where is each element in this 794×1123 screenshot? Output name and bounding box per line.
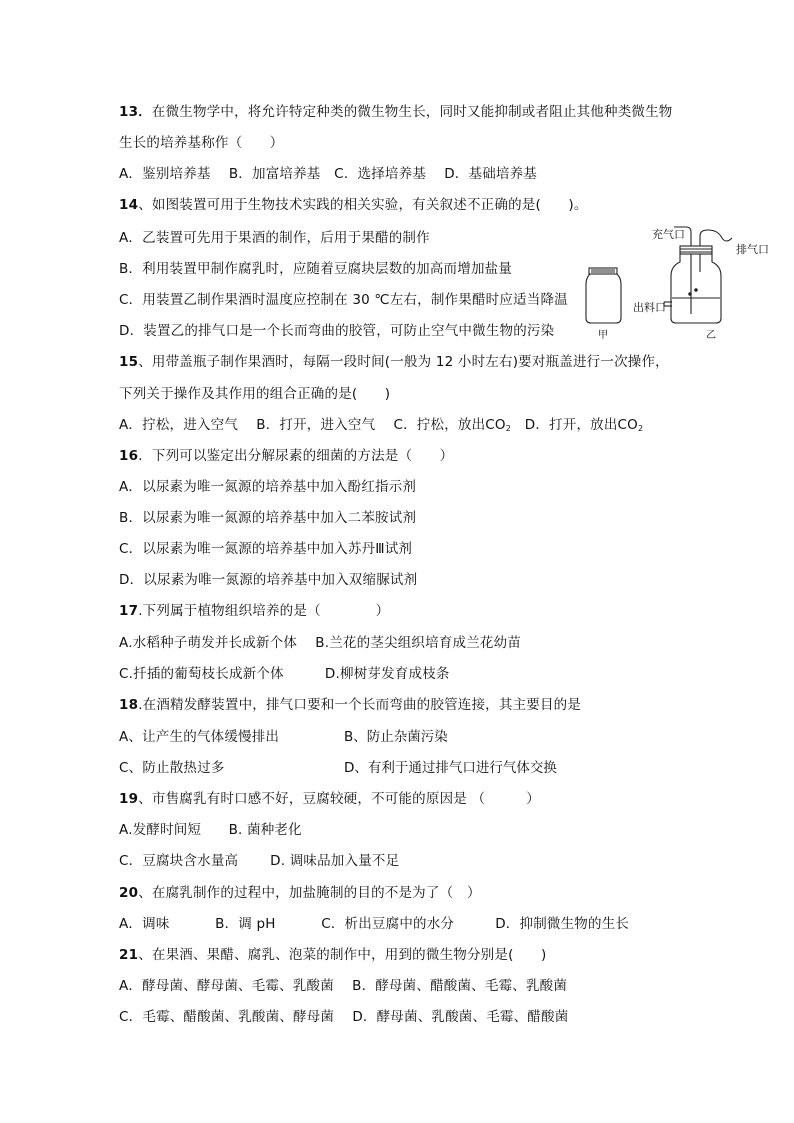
q20-options: A．调味 B．调 pH C．析出豆腐中的水分 D．抑制微生物的生长 bbox=[119, 916, 630, 932]
q18-option-d: D、有利于通过排气口进行气体交换 bbox=[344, 760, 557, 776]
q19-stem bbox=[119, 790, 540, 808]
label-outlet: 排气口 bbox=[736, 243, 769, 256]
q14-number: 14 bbox=[119, 197, 139, 213]
q15-stem-part2: 下列关于操作及其作用的组合正确的是( ) bbox=[119, 386, 391, 402]
q16-option-a: A．以尿素为唯一氮源的培养基中加入酚红指示剂 bbox=[119, 479, 417, 495]
q21-options-ab: A．酵母菌、酵母菌、毛霉、乳酸菌 B．酵母菌、醋酸菌、毛霉、乳酸菌 bbox=[119, 978, 568, 994]
q13-number: 13． bbox=[119, 104, 152, 120]
q15-number: 15 bbox=[119, 354, 139, 370]
q14-option-c: C．用装置乙制作果酒时温度应控制在 30 ℃左右，制作果醋时应适当降温 bbox=[119, 292, 568, 308]
q17-stem-text: .下列属于植物组织培养的是（ ） bbox=[138, 603, 390, 619]
q18-option-a: A、让产生的气体缓慢排出 bbox=[119, 729, 280, 745]
q18-option-c: C、防止散热过多 bbox=[119, 760, 225, 776]
q21-stem-text: 、在果酒、果醋、腐乳、泡菜的制作中，用到的微生物分别是( ) bbox=[138, 947, 547, 963]
q16-number: 16 bbox=[119, 448, 139, 464]
q21-stem bbox=[119, 946, 546, 964]
q15-option-d: D．打开，放出CO bbox=[511, 417, 639, 433]
q14-stem-text: 、如图装置可用于生物技术实践的相关实验，有关叙述不正确的是( )。 bbox=[138, 197, 588, 213]
q15-options bbox=[119, 416, 643, 438]
q17-stem bbox=[119, 602, 389, 620]
q13-line1 bbox=[119, 103, 673, 121]
q18-number: 18 bbox=[119, 697, 139, 713]
q17-options-cd: C.扦插的葡萄枝长成新个体 D.柳树芽发育成枝条 bbox=[119, 666, 450, 682]
q16-stem bbox=[119, 447, 453, 465]
q14-option-a: A．乙装置可先用于果酒的制作，后用于果醋的制作 bbox=[119, 230, 430, 246]
label-jia: 甲 bbox=[598, 330, 608, 341]
q16-option-b: B．以尿素为唯一氮源的培养基中加入二苯胺试剂 bbox=[119, 510, 417, 526]
jar-jia bbox=[586, 268, 621, 323]
q19-stem-text: 、市售腐乳有时口感不好，豆腐较硬，不可能的原因是 （ ） bbox=[138, 791, 540, 807]
q13-stem-part2: 生长的培养基称作（ ） bbox=[119, 135, 284, 151]
q19-number: 19 bbox=[119, 791, 139, 807]
q15-line1 bbox=[119, 353, 669, 371]
q14-option-d: D．装置乙的排气口是一个长而弯曲的胶管，可防止空气中微生物的污染 bbox=[119, 323, 555, 339]
q15-stem-part1: 、用带盖瓶子制作果酒时，每隔一段时间(一般为 12 小时左右)要对瓶盖进行一次操作， bbox=[138, 354, 669, 370]
q14-stem bbox=[119, 196, 588, 214]
q20-stem-text: 、在腐乳制作的过程中，加盐腌制的目的不是为了（ ） bbox=[138, 885, 481, 901]
q18-stem bbox=[119, 696, 581, 714]
q17-options-ab: A.水稻种子萌发并长成新个体 B.兰花的茎尖组织培育成兰花幼苗 bbox=[119, 635, 522, 651]
q13-stem-part1: 在微生物学中，将允许特定种类的微生物生长，同时又能抑制或者阻止其他种类微生物 bbox=[151, 104, 673, 120]
q15-options-abc: A．拧松，进入空气 B．打开，进入空气 C．拧松，放出CO bbox=[119, 417, 506, 433]
q16-option-c: C．以尿素为唯一氮源的培养基中加入苏丹Ⅲ试剂 bbox=[119, 541, 413, 557]
q15-subscript-c: 2 bbox=[505, 424, 512, 433]
q20-stem bbox=[119, 884, 481, 902]
q20-number: 20 bbox=[119, 885, 139, 901]
q13-options: A．鉴别培养基 B．加富培养基 C．选择培养基 D．基础培养基 bbox=[119, 166, 537, 182]
q19-options-cd: C．豆腐块含水量高 D. 调味品加入量不足 bbox=[119, 853, 400, 869]
q15-subscript-d: 2 bbox=[638, 424, 644, 433]
q18-stem-text: .在酒精发酵装置中，排气口要和一个长而弯曲的胶管连接，其主要目的是 bbox=[138, 697, 582, 713]
q21-options-cd: C．毛霉、醋酸菌、乳酸菌、酵母菌 D．酵母菌、乳酸菌、毛霉、醋酸菌 bbox=[119, 1009, 569, 1025]
label-inlet: 充气口 bbox=[652, 228, 685, 241]
q19-options-ab: A.发酵时间短 B. 菌种老化 bbox=[119, 822, 302, 838]
q16-option-d: D．以尿素为唯一氮源的培养基中加入双缩脲试剂 bbox=[119, 572, 418, 588]
q14-option-b: B．利用装置甲制作腐乳时，应随着豆腐块层数的加高而增加盐量 bbox=[119, 261, 513, 277]
q16-stem-text: ．下列可以鉴定出分解尿素的细菌的方法是（ ） bbox=[138, 448, 454, 464]
label-yi: 乙 bbox=[706, 330, 716, 341]
q18-option-b: B、防止杂菌污染 bbox=[344, 729, 448, 745]
label-discharge: 出料口 bbox=[633, 301, 666, 314]
q17-number: 17 bbox=[119, 603, 139, 619]
q21-number: 21 bbox=[119, 947, 139, 963]
